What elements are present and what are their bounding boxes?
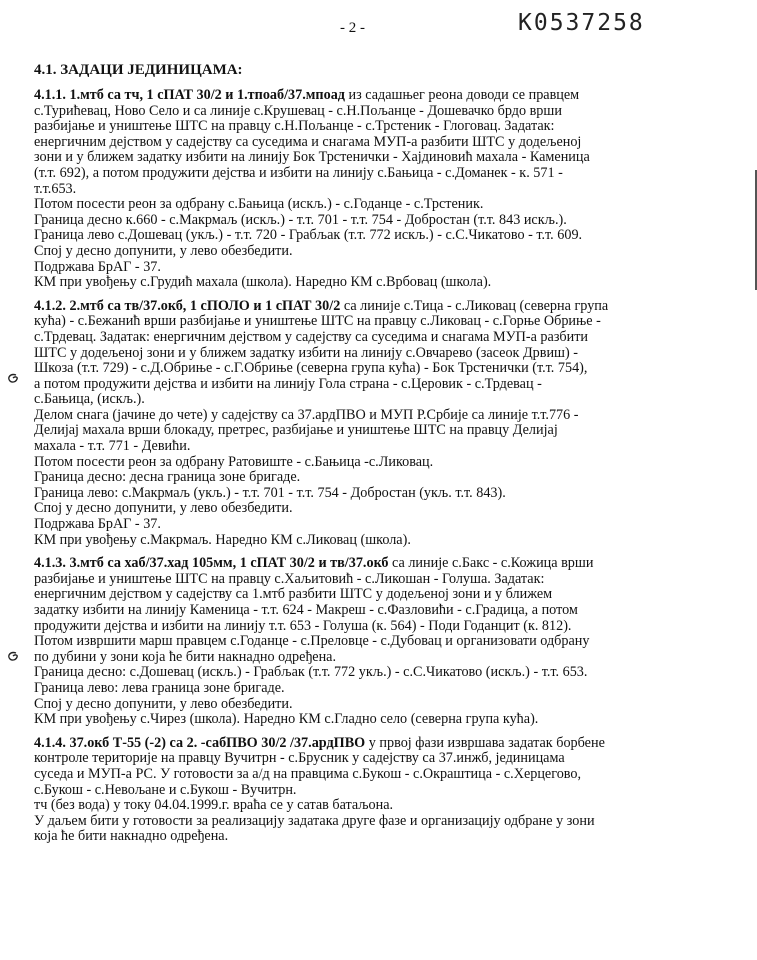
text-line	[34, 392, 734, 408]
text-line	[34, 314, 734, 330]
line-text: у првој фази извршава задатак борбене	[365, 734, 605, 751]
line-text: Потом посести реон за одбрану с.Бањица (искљ.) - с.Годанце - с.Трстеник.	[34, 196, 484, 213]
line-text: разбијање и уништење ШТС на правцу с.Хаљитовић - с.Ликошан - Голуша. Задатак:	[34, 570, 545, 587]
text-line	[34, 470, 734, 486]
line-text: Граница десно: с.Дошевац (искљ.) - Грабљак (т.т. 772 укљ.) - с.С.Чикатово (искљ.) - т.т. 653.	[34, 664, 588, 681]
text-line	[34, 119, 734, 135]
text-line	[34, 361, 734, 377]
line-text: која ће бити накнадно одређена.	[34, 828, 229, 845]
text-line	[34, 767, 734, 783]
line-text: Спој у десно допунити, у лево обезбедити.	[34, 695, 293, 712]
text-line	[34, 260, 734, 276]
line-text: задатку избити на линију Каменица - т.т. 624 - Макреш - с.Фазловићи - с.Градица, а потом	[34, 602, 578, 618]
line-text: по дубини у зони која ће бити накнадно одређена.	[34, 648, 337, 665]
line-text: с.Турићевац, Ново Село и са линије с.Крушевац - с.Н.Пољанце - Дошевачко брдо врши	[34, 102, 562, 119]
text-line	[34, 533, 734, 549]
text-line	[34, 439, 734, 455]
text-line	[34, 736, 734, 752]
text-line	[34, 346, 734, 362]
line-text: Граница десно к.660 - с.Макрмаљ (искљ.) - т.т. 701 - т.т. 754 - Добростан (т.т. 843 искљ.).	[34, 211, 567, 228]
line-text: са линије с.Тица - с.Ликовац (северна група	[340, 297, 609, 314]
text-line	[34, 619, 734, 635]
text-line	[34, 650, 734, 666]
page-number: - 2 -	[340, 20, 365, 36]
text-line	[34, 486, 734, 502]
text-line	[34, 228, 734, 244]
text-line	[34, 814, 734, 830]
line-text: из садашњег реона доводи се правцем	[344, 87, 580, 103]
text-line	[34, 408, 734, 424]
line-text: Граница лево с.Дошевац (укљ.) - т.т. 720 - Грабљак (т.т. 772 искљ.) - с.С.Чикатово - т.т. 609.	[34, 227, 583, 244]
line-text: с.Трдевац. Задатак: енергичним дејством у садејству са суседима и снагама МУП-а разбити	[34, 328, 589, 345]
text-line	[34, 603, 734, 619]
line-text: а потом продужити дејства и избити на линију Гола страна - с.Церовик - с.Трдевац -	[34, 375, 542, 392]
text-line	[34, 330, 734, 346]
text-line	[34, 182, 734, 198]
line-text: (т.т. 692), а потом продужити дејства и избити на линију с.Бањица - с.Доманек - к. 571 -	[34, 164, 563, 181]
line-text: с.Бањица, (искљ.).	[34, 391, 145, 408]
line-text: КМ при увођењу с.Грудић махала (школа). Наредно КМ с.Врбовац (школа).	[34, 274, 492, 291]
text-line	[34, 166, 734, 182]
line-text: Граница лево: с.Макрмаљ (укљ.) - т.т. 701 - т.т. 754 - Добростан (укљ. т.т. 843).	[34, 484, 506, 501]
line-text: Граница лево: лева граница зоне бригаде.	[34, 679, 285, 696]
margin-mark-icon	[6, 372, 20, 386]
text-line	[34, 783, 734, 799]
text-line	[34, 213, 734, 229]
task-paragraph	[34, 88, 734, 291]
text-line	[34, 423, 734, 439]
text-line	[34, 572, 734, 588]
line-text: У даљем бити у готовости за реализацију задатака друге фазе и организацију одбране у зони	[34, 812, 595, 829]
text-line	[34, 712, 734, 728]
line-text: ШТС у додељеној зони и у ближем задатку избити на линију с.Овчарево (засеок Дрвиш) -	[34, 344, 578, 361]
text-line	[34, 829, 734, 845]
unit-heading: 4.1.3. 3.мтб са хаб/37.хад 105мм, 1 сПАТ 30/2 и тв/37.окб	[34, 555, 389, 572]
line-text: разбијање и уништење ШТС на правцу с.Н.Пољанце - с.Трстеник - Глоговац. Задатак:	[34, 118, 555, 135]
text-line	[34, 275, 734, 291]
text-line	[34, 697, 734, 713]
text-line	[34, 587, 734, 603]
line-text: енергичним дејством у садејству са суседима и снагама МУП-а разбити ШТС у додељеној	[34, 133, 582, 150]
text-line	[34, 556, 734, 572]
line-text: Потом извршити марш правцем с.Годанце - с.Преловце - с.Дубовац и организовати одбрану	[34, 633, 590, 650]
text-line	[34, 665, 734, 681]
task-paragraph	[34, 556, 734, 728]
unit-heading: 4.1.2. 2.мтб са тв/37.окб, 1 сПОЛО и 1 сПАТ 30/2	[34, 297, 341, 314]
unit-heading: 4.1.4. 37.окб Т-55 (-2) са 2. -сабПВО 30/2 /37.ардПВО	[34, 734, 366, 751]
text-line	[34, 135, 734, 151]
text-line	[34, 299, 734, 315]
document-body	[34, 88, 734, 853]
line-text: Граница десно: десна граница зоне бригаде.	[34, 469, 301, 486]
task-paragraph	[34, 736, 734, 845]
text-line	[34, 517, 734, 533]
text-line	[34, 88, 734, 104]
text-line	[34, 377, 734, 393]
task-paragraph	[34, 299, 734, 549]
line-text: КМ при увођењу с.Макрмаљ. Наредно КМ с.Ликовац (школа).	[34, 531, 411, 548]
line-text: Потом посести реон за одбрану Ратовиште - с.Бањица -с.Ликовац.	[34, 453, 434, 470]
line-text: махала - т.т. 771 - Девићи.	[34, 438, 191, 455]
text-line	[34, 798, 734, 814]
line-text: тч (без вода) у току 04.04.1999.г. враћа се у сатав батаљона.	[34, 797, 394, 814]
text-line	[34, 634, 734, 650]
line-text: суседа и МУП-а РС. У готовости за а/д на правцима с.Букош - с.Окраштица - с.Херцегово,	[34, 765, 582, 782]
line-text: Шкоза (т.т. 729) - с.Д.Обриње - с.Г.Обриње (северна група кућа) - Бок Трстенички (т.т. 754),	[34, 360, 588, 377]
text-line	[34, 244, 734, 260]
text-line	[34, 150, 734, 166]
unit-heading: 4.1.1. 1.мтб са тч, 1 сПАТ 30/2 и 1.тпоаб/37.мпоад	[34, 87, 345, 103]
line-text: КМ при увођењу с.Чирез (школа). Наредно КМ с.Гладно село (северна група кућа).	[34, 711, 539, 728]
line-text: са линије с.Бакс - с.Кожица врши	[388, 555, 594, 572]
text-line	[34, 197, 734, 213]
line-text: с.Букош - с.Невољане и с.Букош - Вучитрн.	[34, 781, 297, 798]
section-title: 4.1. ЗАДАЦИ ЈЕДИНИЦАМА:	[34, 62, 243, 78]
text-line	[34, 104, 734, 120]
line-text: т.т.653.	[34, 180, 77, 197]
text-line	[34, 501, 734, 517]
line-text: Делом снага (јачине до чете) у садејству са 37.ардПВО и МУП Р.Србије са линије т.т.776 -	[34, 406, 579, 423]
margin-mark-icon	[6, 650, 20, 664]
line-text: контроле територије на правцу Вучитрн - с.Брусник у садејству са 37.инжб, јединицама	[34, 750, 565, 767]
line-text: Делијај махала врши блокаду, претрес, разбијање и уништење ШТС на правцу Делијај	[34, 422, 558, 439]
text-line	[34, 751, 734, 767]
text-line	[34, 455, 734, 471]
line-text: Подржава БрАГ - 37.	[34, 258, 161, 275]
line-text: Подржава БрАГ - 37.	[34, 516, 161, 533]
line-text: продужити дејства и избити на линију т.т. 653 - Голуша (к. 564) - Поди Годанцит (к. 812).	[34, 617, 572, 634]
line-text: Спој у десно допунити, у лево обезбедити.	[34, 500, 293, 517]
text-line	[34, 681, 734, 697]
line-text: кућа) - с.Бежанић врши разбијање и уништење ШТС на правцу с.Ликовац - с.Горње Обриње -	[34, 313, 601, 330]
document-id: К0537258	[518, 10, 645, 36]
line-text: Спој у десно допунити, у лево обезбедити.	[34, 242, 293, 259]
line-text: енергичним дејством у садејству са 1.мтб разбити ШТС у додељеној зони и у ближем	[34, 586, 553, 603]
line-text: зони и у ближем задатку избити на линију Бок Трстенички - Хајдиновић махала - Каменица	[34, 149, 590, 166]
